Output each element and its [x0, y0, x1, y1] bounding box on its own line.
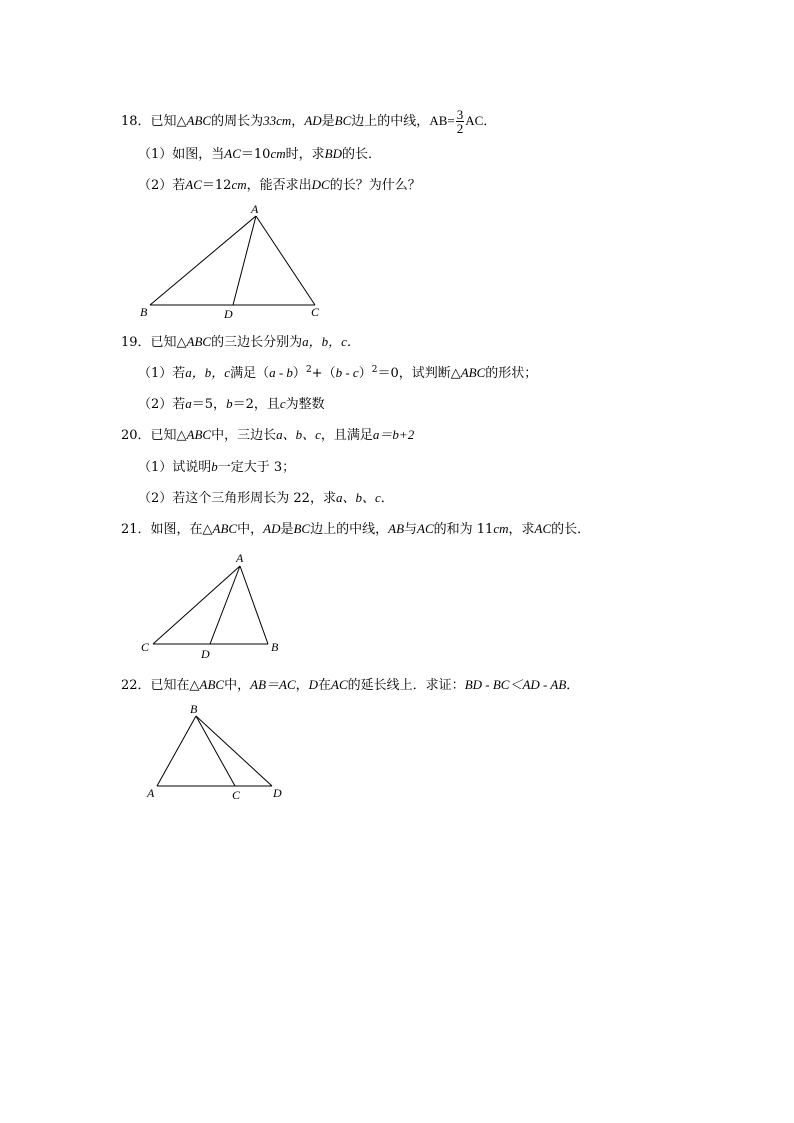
q21-median-ad — [210, 566, 240, 644]
q22-segment-bd — [196, 716, 272, 786]
q18-part1: （1）如图，当AC＝10cm时，求BD的长． — [138, 146, 381, 162]
q18-label-c: C — [311, 305, 320, 319]
q22-side-bc — [196, 716, 235, 786]
q18-label-b: B — [140, 305, 148, 319]
q18-part2: （2）若AC＝12cm，能否求出DC的长？为什么？ — [138, 177, 421, 193]
q18-label-d: D — [224, 307, 233, 321]
q18-side-ab — [150, 216, 256, 305]
q21-label-a: A — [236, 551, 244, 565]
q21-label-c: C — [141, 640, 150, 654]
q22-label-a: A — [147, 786, 155, 800]
q19-stem: 19．已知△ABC的三边长分别为a，b，c． — [121, 334, 360, 350]
q18-median-ad — [233, 216, 256, 305]
q21-side-ac — [153, 566, 240, 644]
q19-part1: （1）若a，b，c满足（a - b）$^2$+（b - c）$^2$＝0，试判断△ABC的形状； — [138, 365, 538, 381]
q18-label-a: A — [251, 202, 259, 216]
q18-side-ac — [256, 216, 315, 305]
q21-label-b: B — [271, 640, 279, 654]
q22-stem: 22．已知在△ABC中，AB＝AC，D在AC的延长线上．求证：BD - BC＜AD - AB． — [121, 677, 580, 693]
q22-label-c: C — [232, 788, 241, 802]
q20-part2: （2）若这个三角形周长为 22，求a、b、c． — [138, 490, 394, 506]
q22-side-ba — [157, 716, 196, 786]
q20-part1: （1）试说明b一定大于 3； — [138, 459, 296, 475]
q22-label-b: B — [190, 702, 198, 716]
fraction-three-halves: $\frac{3}{2}$ — [456, 107, 464, 136]
q21-stem: 21．如图，在△ABC中，AD是BC边上的中线，AB与AC的和为 11cm，求AC的长． — [121, 521, 591, 537]
q20-stem: 20．已知△ABC中，三边长a、b、c，且满足a＝b+2 — [121, 427, 415, 443]
q21-label-d: D — [201, 647, 210, 661]
q21-side-ab — [240, 566, 268, 644]
q18-stem: 18．已知△ABC的周长为33cm，AD是BC边上的中线，AB= $\frac{3}{2}$ AC． — [121, 107, 497, 136]
q22-label-d: D — [273, 786, 282, 800]
q19-part2: （2）若a＝5，b＝2，且c为整数 — [138, 396, 325, 412]
